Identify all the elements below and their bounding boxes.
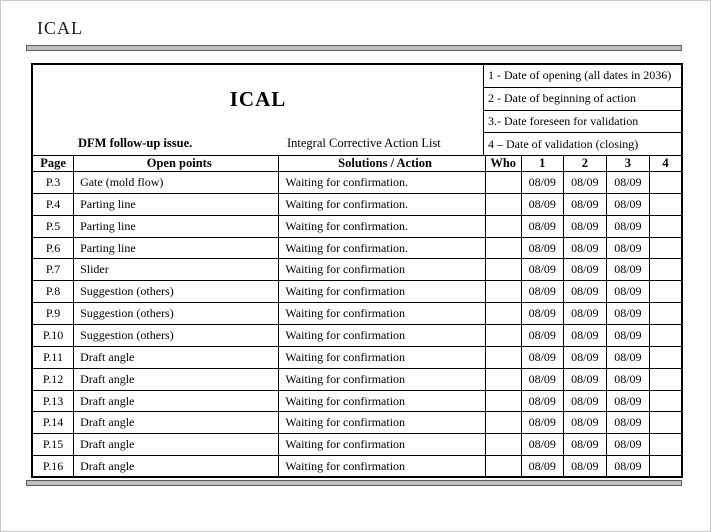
table-cell	[485, 303, 521, 325]
table-cell: Waiting for confirmation	[279, 412, 485, 434]
table-cell: P.3	[33, 172, 74, 194]
table-cell: P.16	[33, 456, 74, 477]
ical-table	[31, 63, 683, 478]
table-cell: 08/09	[521, 303, 563, 325]
table-row	[33, 368, 681, 390]
table-cell: 08/09	[563, 281, 606, 303]
table-cell	[649, 412, 681, 434]
table-row	[33, 303, 681, 325]
top-divider	[26, 45, 682, 51]
table-body	[33, 172, 681, 478]
table-cell: Parting line	[74, 215, 279, 237]
table-cell	[485, 259, 521, 281]
table-cell: 08/09	[563, 215, 606, 237]
table-cell: 08/09	[521, 193, 563, 215]
table-cell: 08/09	[606, 193, 649, 215]
table-row	[33, 346, 681, 368]
table-cell: 08/09	[606, 259, 649, 281]
table-cell	[485, 412, 521, 434]
integral-list-label: Integral Corrective Action List	[287, 136, 441, 150]
table-cell: P.10	[33, 325, 74, 347]
table-cell: P.11	[33, 346, 74, 368]
table-cell: Waiting for confirmation	[279, 368, 485, 390]
table-cell: 08/09	[606, 237, 649, 259]
table-cell: 08/09	[606, 281, 649, 303]
legend-item-1: 1 - Date of opening (all dates in 2036)	[484, 65, 681, 88]
table-cell: Waiting for confirmation	[279, 303, 485, 325]
table-cell: 08/09	[563, 325, 606, 347]
table-cell: 08/09	[563, 412, 606, 434]
column-header: Solutions / Action	[279, 156, 485, 172]
table-cell	[485, 456, 521, 477]
column-header: Page	[33, 156, 74, 172]
table-cell: Suggestion (others)	[74, 303, 279, 325]
table-cell: Draft angle	[74, 412, 279, 434]
table-cell: 08/09	[563, 259, 606, 281]
table-cell: P.8	[33, 281, 74, 303]
table-row	[33, 237, 681, 259]
table-cell	[485, 215, 521, 237]
table-cell: Waiting for confirmation.	[279, 193, 485, 215]
table-cell: 08/09	[606, 215, 649, 237]
table-cell: 08/09	[606, 303, 649, 325]
column-header: 2	[563, 156, 606, 172]
table-cell: P.15	[33, 434, 74, 456]
table-cell: Waiting for confirmation	[279, 434, 485, 456]
table-cell: Waiting for confirmation	[279, 325, 485, 347]
table-title-cell	[33, 65, 484, 155]
table-cell: 08/09	[521, 259, 563, 281]
table-cell	[649, 303, 681, 325]
table-cell: 08/09	[563, 434, 606, 456]
table-cell: 08/09	[521, 434, 563, 456]
table-cell: P.6	[33, 237, 74, 259]
table-cell	[485, 390, 521, 412]
table-cell: 08/09	[521, 390, 563, 412]
table-cell: Waiting for confirmation.	[279, 215, 485, 237]
table-cell: Waiting for confirmation	[279, 259, 485, 281]
table-cell: P.13	[33, 390, 74, 412]
table-cell: 08/09	[521, 172, 563, 194]
table-cell	[485, 346, 521, 368]
legend-item-2: 2 - Date of beginning of action	[484, 88, 681, 111]
table-cell: P.9	[33, 303, 74, 325]
table-row	[33, 215, 681, 237]
table-cell: Parting line	[74, 193, 279, 215]
dfm-follow-up-label: DFM follow-up issue.	[78, 136, 193, 150]
table-cell: Suggestion (others)	[74, 325, 279, 347]
table-cell: P.4	[33, 193, 74, 215]
table-cell: 08/09	[606, 346, 649, 368]
table-cell: Slider	[74, 259, 279, 281]
bottom-divider	[26, 480, 682, 486]
table-cell	[649, 368, 681, 390]
table-cell	[649, 434, 681, 456]
table-cell: 08/09	[521, 215, 563, 237]
table-cell: 08/09	[521, 325, 563, 347]
table-cell: Waiting for confirmation.	[279, 172, 485, 194]
table-cell: Waiting for confirmation	[279, 390, 485, 412]
table-cell: Draft angle	[74, 434, 279, 456]
table-cell: P.12	[33, 368, 74, 390]
table-cell	[649, 215, 681, 237]
table-cell: 08/09	[521, 346, 563, 368]
table-row	[33, 172, 681, 194]
table-cell: 08/09	[563, 172, 606, 194]
table-cell	[485, 325, 521, 347]
table-row	[33, 259, 681, 281]
table-row	[33, 412, 681, 434]
table-cell: Waiting for confirmation.	[279, 237, 485, 259]
table-row	[33, 456, 681, 477]
table-cell: 08/09	[606, 390, 649, 412]
table-cell	[649, 172, 681, 194]
table-cell	[485, 368, 521, 390]
table-cell	[485, 281, 521, 303]
table-title: ICAL	[229, 87, 287, 111]
table-cell: 08/09	[521, 456, 563, 477]
table-row	[33, 434, 681, 456]
table-cell	[485, 193, 521, 215]
table-cell: 08/09	[563, 303, 606, 325]
legend-item-3: 3.- Date foreseen for validation	[484, 111, 681, 134]
action-list-table	[33, 156, 681, 477]
table-cell: Waiting for confirmation	[279, 456, 485, 477]
table-cell: 08/09	[563, 456, 606, 477]
table-cell: P.14	[33, 412, 74, 434]
column-header: 3	[606, 156, 649, 172]
table-cell	[649, 193, 681, 215]
table-cell: 08/09	[521, 237, 563, 259]
column-header: Who	[485, 156, 521, 172]
table-cell	[649, 281, 681, 303]
table-cell: Gate (mold flow)	[74, 172, 279, 194]
table-cell	[649, 456, 681, 477]
date-legend	[484, 65, 681, 155]
table-cell: Waiting for confirmation	[279, 346, 485, 368]
table-cell: Draft angle	[74, 390, 279, 412]
table-cell: P.5	[33, 215, 74, 237]
table-cell	[485, 237, 521, 259]
table-cell	[649, 259, 681, 281]
table-row	[33, 281, 681, 303]
column-header: 1	[521, 156, 563, 172]
table-header-block	[33, 65, 681, 156]
table-cell: 08/09	[563, 368, 606, 390]
table-cell: 08/09	[606, 434, 649, 456]
legend-item-4: 4 – Date of validation (closing)	[488, 136, 639, 151]
table-cell: 08/09	[563, 237, 606, 259]
table-row	[33, 325, 681, 347]
table-cell	[649, 390, 681, 412]
column-header: 4	[649, 156, 681, 172]
table-cell: Draft angle	[74, 368, 279, 390]
table-cell: 08/09	[521, 412, 563, 434]
table-cell	[649, 237, 681, 259]
table-cell: 08/09	[606, 412, 649, 434]
table-cell: Draft angle	[74, 456, 279, 477]
table-cell	[485, 172, 521, 194]
table-cell: Waiting for confirmation	[279, 281, 485, 303]
table-cell: P.7	[33, 259, 74, 281]
table-cell: 08/09	[563, 390, 606, 412]
table-cell: 08/09	[606, 325, 649, 347]
table-cell: 08/09	[563, 346, 606, 368]
table-cell: 08/09	[563, 193, 606, 215]
table-cell	[649, 346, 681, 368]
table-cell: 08/09	[606, 456, 649, 477]
table-row	[33, 193, 681, 215]
table-cell	[649, 325, 681, 347]
table-cell: 08/09	[521, 368, 563, 390]
table-cell: 08/09	[606, 172, 649, 194]
column-header: Open points	[74, 156, 279, 172]
table-cell	[485, 434, 521, 456]
column-header-row	[33, 156, 681, 172]
table-cell: Draft angle	[74, 346, 279, 368]
table-row	[33, 390, 681, 412]
table-cell: Suggestion (others)	[74, 281, 279, 303]
table-cell: 08/09	[606, 368, 649, 390]
page-title: ICAL	[37, 18, 83, 38]
table-cell: Parting line	[74, 237, 279, 259]
table-cell: 08/09	[521, 281, 563, 303]
subtitle-row	[33, 135, 483, 151]
